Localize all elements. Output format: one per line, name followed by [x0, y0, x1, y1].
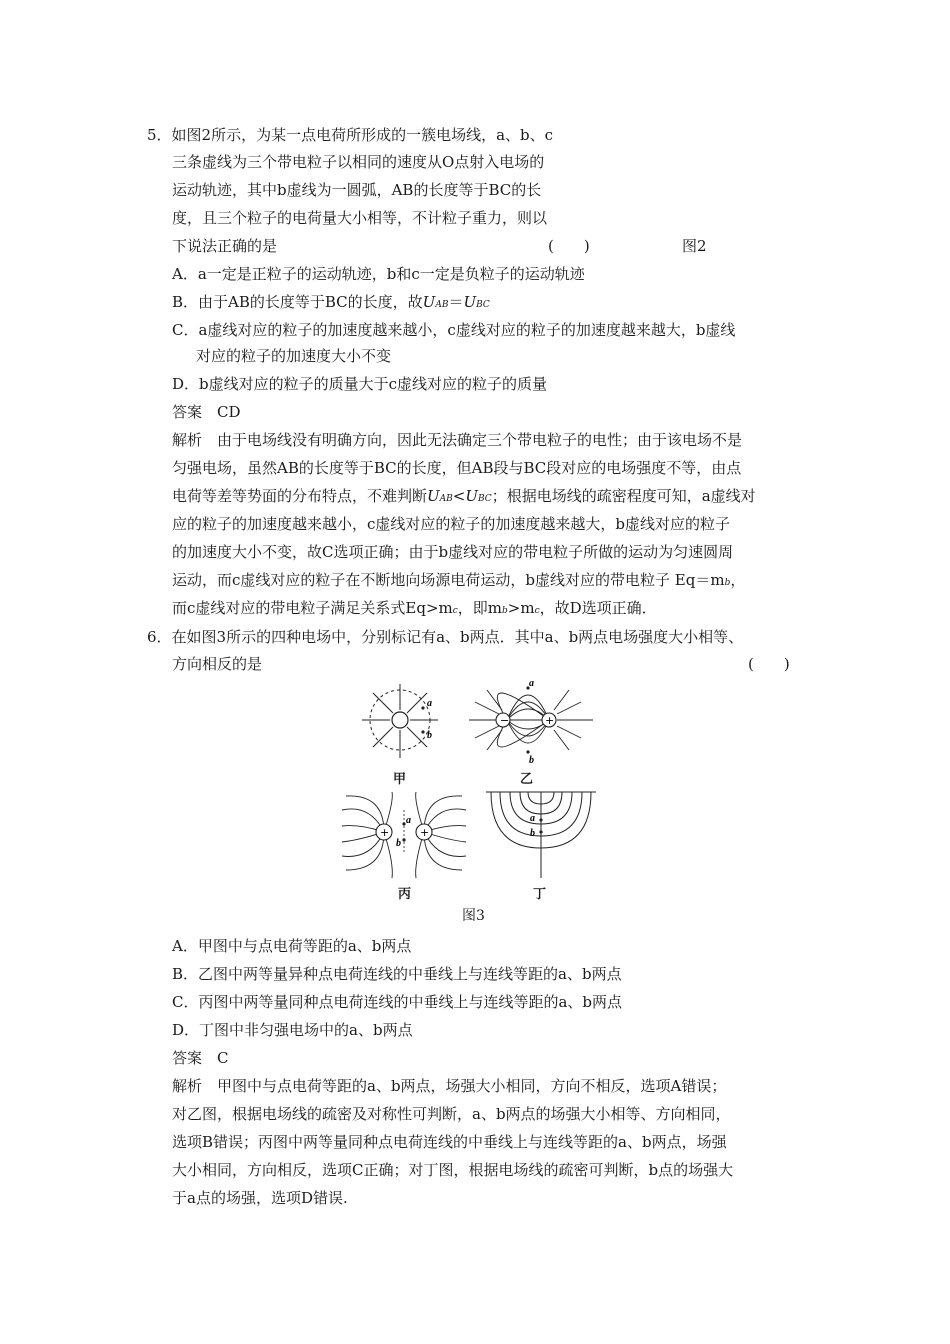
- label-a: a: [427, 698, 432, 709]
- q5-option-b-sub2: BC: [476, 300, 490, 310]
- q6-option-b: B．乙图中两等量异种点电荷连线的中垂线上与连线等距的a、b两点: [172, 965, 622, 983]
- q6-explanation-line-1: 解析 甲图中与点电荷等距的a、b两点，场强大小相同，方向不相反，选项A错误；: [172, 1077, 727, 1095]
- q6-stem-line-2: 方向相反的是: [172, 655, 263, 673]
- figure-ding-label: 丁: [533, 887, 547, 902]
- q5-option-b-text: B．由于AB的长度等于BC的长度，故: [172, 293, 423, 311]
- label-b: b: [427, 730, 432, 741]
- q5-ex7-c: >m: [507, 599, 535, 617]
- q5-ex3-u1: U: [427, 487, 440, 505]
- figure-jia-label: 甲: [393, 772, 407, 787]
- q5-ex7-a: 而c虚线对应的带电粒子满足关系式Eq>m: [172, 599, 453, 617]
- q6-explanation-line-2: 对乙图，根据电场线的疏密及对称性可判断，a、b两点的场强大小相等、方向相同，: [172, 1105, 731, 1123]
- q6-answer: 答案 C: [172, 1049, 229, 1067]
- label-b: b: [529, 755, 534, 766]
- q6-option-a: A．甲图中与点电荷等距的a、b两点: [172, 937, 412, 955]
- q5-stem-line-1: 5．如图2所示，为某一点电荷所形成的一簇电场线，a、b、c: [147, 126, 554, 144]
- point-b: [421, 730, 424, 733]
- q5-figure-label: 图2: [682, 237, 707, 255]
- figure-yi-dipole: [465, 676, 597, 768]
- plus-sign: +: [545, 714, 555, 727]
- q6-answer-paren: ( ): [748, 655, 790, 673]
- q5-explanation-line-5: 的加速度大小不变，故C选项正确；由于b虚线对应的带电粒子所做的运动为匀速圆周: [172, 543, 734, 561]
- q5-ex3-sub1: AB: [439, 494, 453, 504]
- q5-option-a: A．a一定是正粒子的运动轨迹，b和c一定是负粒子的运动轨迹: [172, 265, 585, 283]
- figure-bing-label: 丙: [398, 887, 412, 902]
- point-a: [539, 818, 542, 821]
- q6-option-c: C．丙图中两等量同种点电荷连线的中垂线上与连线等距的a、b两点: [172, 993, 623, 1011]
- point-b: [526, 750, 529, 753]
- q5-stem-line-5: 下说法正确的是: [172, 237, 278, 255]
- q5-answer: 答案 CD: [172, 403, 241, 421]
- minus-sign: −: [500, 714, 510, 727]
- q5-stem-line-3: 运动轨迹，其中b虚线为一圆弧，AB的长度等于BC的长: [172, 181, 542, 199]
- plus-sign-right: +: [420, 826, 430, 839]
- q5-ex7-b: ，即m: [457, 599, 503, 617]
- figure-3-caption: 图3: [462, 908, 485, 924]
- point-a: [421, 706, 424, 709]
- point-charge: [392, 712, 408, 728]
- q5-option-c-line-2: 对应的粒子的加速度大小不变: [196, 347, 392, 365]
- q5-explanation-line-1: 解析 由于电场线没有明确方向，因此无法确定三个带电粒子的电性；由于该电场不是: [172, 431, 743, 449]
- q5-ex6-text: 运动，而c虚线对应的粒子在不断地向场源电荷运动，b虚线对应的带电粒子 Eq＝m: [172, 571, 725, 589]
- q6-explanation-line-5: 于a点的场强，选项D错误.: [172, 1189, 348, 1207]
- q5-option-b-u2: U: [463, 293, 477, 311]
- figure-jia-point-charge: [345, 682, 445, 762]
- q5-explanation-line-6: [172, 570, 745, 593]
- q5-ex3-sub2: BC: [478, 494, 492, 504]
- q5-ex3-post: ；根据电场线的疏密程度可知，a虚线对: [491, 487, 756, 505]
- q5-ex6-post: ，: [730, 571, 746, 589]
- q5-answer-paren: ( ): [548, 237, 590, 255]
- q5-ex3-lt: <: [452, 487, 466, 505]
- figure-bing-like-charges: [340, 790, 468, 880]
- q5-option-b-sub1: AB: [435, 300, 449, 310]
- q5-ex6-sub: b: [724, 578, 731, 588]
- label-a: a: [530, 813, 535, 824]
- figure-ding-nonuniform: [480, 790, 602, 880]
- q5-option-c-line-1: C．a虚线对应的粒子的加速度越来越小，c虚线对应的粒子的加速度越来越大，b虚线: [172, 321, 736, 339]
- field-lines-arcs: [486, 792, 596, 878]
- label-a: a: [406, 815, 411, 826]
- q5-stem-line-2: 三条虚线为三个带电粒子以相同的速度从O点射入电场的: [172, 153, 545, 171]
- q5-ex7-d: ，故D选项正确．: [539, 599, 657, 617]
- q5-ex7-s1: c: [452, 606, 458, 616]
- plus-sign-left: +: [380, 826, 390, 839]
- q5-ex3-text: 电荷等差等势面的分布特点，不难判断: [172, 487, 428, 505]
- q5-explanation-line-7: [172, 598, 657, 621]
- q5-option-b-eq: ＝: [448, 293, 464, 311]
- label-a: a: [529, 678, 534, 689]
- q5-explanation-line-4: 应的粒子的加速度越来越小，c虚线对应的粒子的加速度越来越大，b虚线对应的粒子: [172, 515, 731, 533]
- q5-option-b: [172, 292, 490, 315]
- q5-ex7-s3: c: [534, 606, 540, 616]
- q6-stem-line-1: 6．在如图3所示的四种电场中，分别标记有a、b两点．其中a、b两点电场强度大小相等、: [147, 628, 744, 646]
- q6-option-d: D．丁图中非匀强电场中的a、b两点: [172, 1021, 413, 1039]
- label-b: b: [396, 838, 401, 849]
- q5-stem-line-4: 度，且三个粒子的电荷量大小相等，不计粒子重力，则以: [172, 209, 548, 227]
- figure-yi-label: 乙: [520, 772, 534, 787]
- q5-option-b-u1: U: [422, 293, 436, 311]
- point-b: [402, 838, 405, 841]
- q6-explanation-line-4: 大小相同，方向相反，选项C正确；对丁图，根据电场线的疏密可判断，b点的场强大: [172, 1161, 734, 1179]
- label-b: b: [530, 828, 535, 839]
- q5-ex3-u2: U: [465, 487, 479, 505]
- q5-ex7-s2: b: [502, 606, 508, 616]
- q5-option-d: D．b虚线对应的粒子的质量大于c虚线对应的粒子的质量: [172, 375, 548, 393]
- q5-explanation-line-2: 匀强电场，虽然AB的长度等于BC的长度，但AB段与BC段对应的电场强度不等，由点: [172, 459, 742, 477]
- q5-explanation-line-3: [172, 486, 756, 509]
- point-b: [539, 830, 542, 833]
- q6-explanation-line-3: 选项B错误；丙图中两等量同种点电荷连线的中垂线上与连线等距的a、b两点，场强: [172, 1133, 727, 1151]
- field-lines-dipole: [469, 690, 593, 750]
